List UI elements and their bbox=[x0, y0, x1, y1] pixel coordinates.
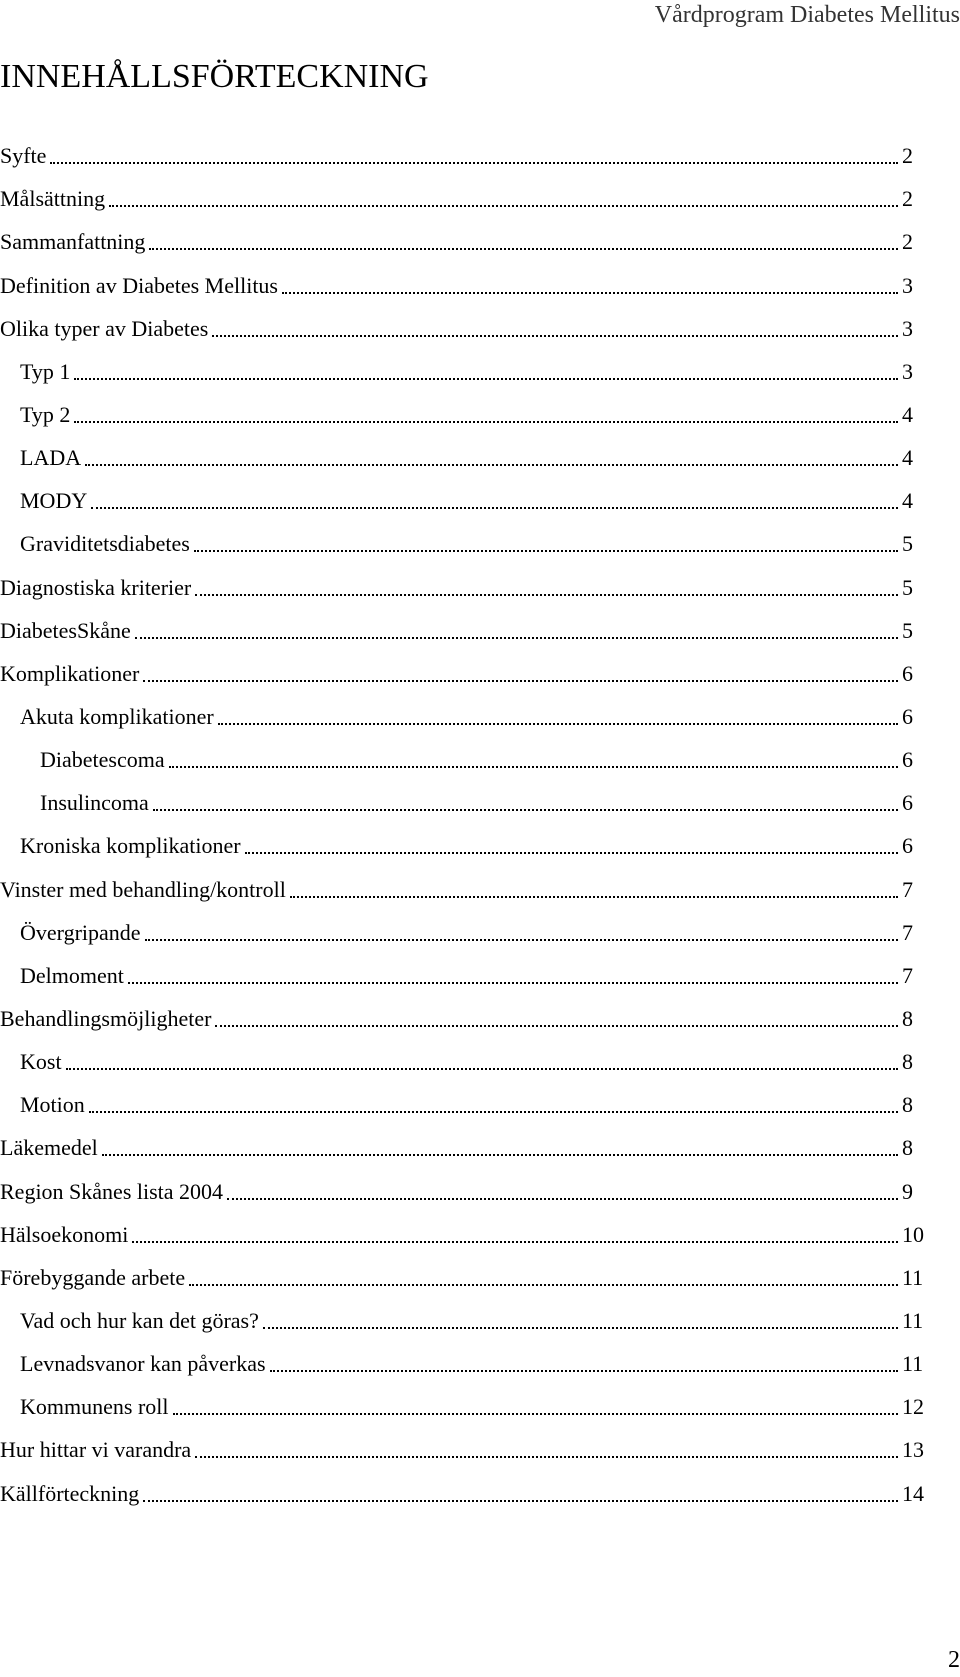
toc-entry-page: 2 bbox=[902, 229, 913, 255]
toc-entry-page: 4 bbox=[902, 488, 913, 514]
toc-entry-page: 11 bbox=[902, 1264, 924, 1290]
toc-entry-page: 13 bbox=[902, 1437, 924, 1463]
toc-dot-leader bbox=[169, 760, 898, 768]
toc-entry[interactable] bbox=[0, 947, 928, 990]
toc-entry[interactable] bbox=[0, 1206, 928, 1249]
toc-entry[interactable] bbox=[0, 170, 928, 213]
toc-entry-title: Motion bbox=[20, 1092, 85, 1118]
toc-dot-leader bbox=[195, 1450, 898, 1458]
toc-entry[interactable] bbox=[0, 558, 928, 601]
toc-entry-title: Behandlingsmöjligheter bbox=[0, 1005, 212, 1031]
toc-entry-page: 7 bbox=[902, 962, 913, 988]
toc-entry-title: Kommunens roll bbox=[20, 1394, 169, 1420]
toc-entry-page: 11 bbox=[902, 1351, 924, 1377]
toc-entry[interactable] bbox=[0, 343, 928, 386]
toc-entry-page: 11 bbox=[902, 1307, 924, 1333]
toc-dot-leader bbox=[66, 1062, 898, 1070]
toc-entry-title: Kroniska komplikationer bbox=[20, 833, 241, 859]
toc-entry-title: Region Skånes lista 2004 bbox=[0, 1178, 224, 1204]
toc-entry-title: MODY bbox=[20, 488, 88, 514]
running-header: Vårdprogram Diabetes Mellitus bbox=[654, 2, 960, 28]
toc-dot-leader bbox=[215, 1019, 898, 1027]
toc-entry[interactable] bbox=[0, 645, 928, 688]
toc-entry-page: 3 bbox=[902, 358, 913, 384]
toc-entry-title: Vad och hur kan det göras? bbox=[20, 1307, 259, 1333]
toc-dot-leader bbox=[290, 890, 898, 898]
toc-entry-page: 2 bbox=[902, 143, 913, 169]
toc-dot-leader bbox=[218, 717, 898, 725]
toc-dot-leader bbox=[173, 1407, 899, 1415]
toc-entry[interactable] bbox=[0, 213, 928, 256]
toc-entry-page: 7 bbox=[902, 919, 913, 945]
toc-entry[interactable] bbox=[0, 256, 928, 299]
toc-entry[interactable] bbox=[0, 1292, 928, 1335]
toc-entry[interactable] bbox=[0, 688, 928, 731]
toc-dot-leader bbox=[109, 199, 898, 207]
toc-entry-title: Diabetescoma bbox=[40, 747, 165, 773]
toc-entry-page: 6 bbox=[902, 747, 913, 773]
toc-entry-title: Definition av Diabetes Mellitus bbox=[0, 272, 278, 298]
toc-entry-page: 14 bbox=[902, 1480, 924, 1506]
toc-dot-leader bbox=[282, 286, 898, 294]
toc-entry[interactable] bbox=[0, 515, 928, 558]
toc-entry-title: Målsättning bbox=[0, 186, 106, 212]
toc-entry-title: LADA bbox=[20, 445, 82, 471]
toc-entry-title: Insulincoma bbox=[40, 790, 149, 816]
toc-entry-title: Levnadsvanor kan påverkas bbox=[20, 1351, 266, 1377]
toc-entry-page: 5 bbox=[902, 617, 913, 643]
toc-entry[interactable] bbox=[0, 1378, 928, 1421]
toc-entry[interactable] bbox=[0, 127, 928, 170]
toc-entry-page: 5 bbox=[902, 531, 913, 557]
toc-dot-leader bbox=[195, 588, 898, 596]
toc-entry[interactable] bbox=[0, 386, 928, 429]
toc-dot-leader bbox=[245, 846, 898, 854]
toc-entry-page: 10 bbox=[902, 1221, 924, 1247]
toc-entry-title: Typ 2 bbox=[20, 401, 71, 427]
toc-entry-page: 8 bbox=[902, 1049, 913, 1075]
toc-entry-title: Delmoment bbox=[20, 962, 124, 988]
toc-entry-page: 8 bbox=[902, 1092, 913, 1118]
toc-entry-page: 4 bbox=[902, 401, 913, 427]
toc-entry[interactable] bbox=[0, 1249, 928, 1292]
toc-entry[interactable] bbox=[0, 731, 928, 774]
toc-entry-title: Typ 1 bbox=[20, 358, 71, 384]
toc-entry[interactable] bbox=[0, 602, 928, 645]
toc-dot-leader bbox=[74, 415, 898, 423]
toc-dot-leader bbox=[89, 1105, 898, 1113]
toc-entry[interactable] bbox=[0, 990, 928, 1033]
toc-entry-title: Sammanfattning bbox=[0, 229, 146, 255]
toc-entry[interactable] bbox=[0, 1335, 928, 1378]
toc-entry-title: Diagnostiska kriterier bbox=[0, 574, 192, 600]
toc-entry[interactable] bbox=[0, 472, 928, 515]
page-number: 2 bbox=[948, 1647, 960, 1673]
toc-dot-leader bbox=[149, 242, 898, 250]
toc-entry-title: Läkemedel bbox=[0, 1135, 98, 1161]
toc-entry-title: Syfte bbox=[0, 143, 47, 169]
toc-entry-title: Graviditetsdiabetes bbox=[20, 531, 190, 557]
toc-entry-page: 6 bbox=[902, 790, 913, 816]
toc-entry[interactable] bbox=[0, 1162, 928, 1205]
toc-entry-title: Olika typer av Diabetes bbox=[0, 315, 209, 341]
toc-dot-leader bbox=[153, 803, 898, 811]
toc-entry-page: 3 bbox=[902, 315, 913, 341]
toc-entry[interactable] bbox=[0, 904, 928, 947]
toc-entry-page: 4 bbox=[902, 445, 913, 471]
toc-entry[interactable] bbox=[0, 1421, 928, 1464]
toc-entry-page: 5 bbox=[902, 574, 913, 600]
toc-dot-leader bbox=[50, 156, 898, 164]
toc-dot-leader bbox=[263, 1321, 898, 1329]
toc-entry-title: Förebyggande arbete bbox=[0, 1264, 186, 1290]
toc-entry-title: Källförteckning bbox=[0, 1480, 140, 1506]
toc-entry-title: Övergripande bbox=[20, 919, 141, 945]
toc-dot-leader bbox=[74, 372, 898, 380]
toc-entry[interactable] bbox=[0, 429, 928, 472]
toc-entry-title: Hälsoekonomi bbox=[0, 1221, 129, 1247]
toc-entry-title: Vinster med behandling/kontroll bbox=[0, 876, 286, 902]
toc-dot-leader bbox=[143, 674, 898, 682]
toc-entry[interactable] bbox=[0, 817, 928, 860]
toc-entry-title: Hur hittar vi varandra bbox=[0, 1437, 192, 1463]
toc-dot-leader bbox=[212, 329, 898, 337]
toc-dot-leader bbox=[270, 1364, 898, 1372]
toc-entry-page: 2 bbox=[902, 186, 913, 212]
toc-entry-page: 3 bbox=[902, 272, 913, 298]
toc-dot-leader bbox=[132, 1235, 898, 1243]
toc-entry-title: Akuta komplikationer bbox=[20, 703, 214, 729]
toc-heading: INNEHÅLLSFÖRTECKNING bbox=[0, 58, 429, 95]
toc-entry-page: 12 bbox=[902, 1394, 924, 1420]
toc-dot-leader bbox=[102, 1148, 898, 1156]
toc-dot-leader bbox=[189, 1278, 898, 1286]
toc-entry-page: 9 bbox=[902, 1178, 913, 1204]
toc-entry[interactable] bbox=[0, 1076, 928, 1119]
toc-entry[interactable] bbox=[0, 1464, 928, 1507]
toc-dot-leader bbox=[128, 976, 898, 984]
toc-entry-title: Komplikationer bbox=[0, 660, 140, 686]
toc-entry-page: 8 bbox=[902, 1135, 913, 1161]
toc-dot-leader bbox=[91, 501, 898, 509]
toc-dot-leader bbox=[227, 1192, 898, 1200]
toc-dot-leader bbox=[135, 631, 898, 639]
toc-entry-page: 6 bbox=[902, 703, 913, 729]
toc-entry-page: 6 bbox=[902, 833, 913, 859]
toc-dot-leader bbox=[143, 1494, 898, 1502]
toc-entry[interactable] bbox=[0, 300, 928, 343]
toc-entry[interactable] bbox=[0, 1119, 928, 1162]
toc-entry-title: DiabetesSkåne bbox=[0, 617, 131, 643]
toc-entry[interactable] bbox=[0, 860, 928, 903]
toc-dot-leader bbox=[85, 458, 898, 466]
toc-entry[interactable] bbox=[0, 774, 928, 817]
toc-entry[interactable] bbox=[0, 1033, 928, 1076]
toc-entry-page: 6 bbox=[902, 660, 913, 686]
toc-dot-leader bbox=[194, 544, 898, 552]
toc-dot-leader bbox=[145, 933, 898, 941]
toc-entry-title: Kost bbox=[20, 1049, 62, 1075]
toc-entry-page: 8 bbox=[902, 1005, 913, 1031]
table-of-contents bbox=[0, 127, 928, 1508]
toc-entry-page: 7 bbox=[902, 876, 913, 902]
